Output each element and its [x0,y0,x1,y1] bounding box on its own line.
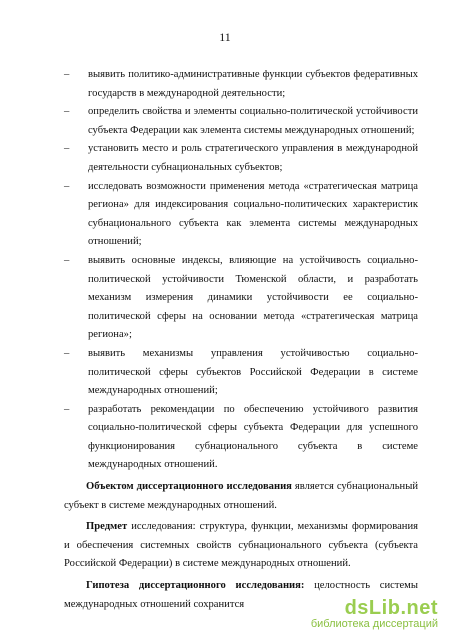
hypothesis-text: целостность системы международных отношений сохранится [64,580,418,610]
subject-text: исследования: структура, функции, механизмы формирования и обеспечения системных свойств субнационального субъекта (субъекта Российской Федерации) в системе международных отношений. [64,521,418,570]
list-dash: – [64,254,70,266]
list-dash: – [64,143,70,155]
list-item-text: выявить политико-административные функции субъектов федеративных государств в международной деятельности; [88,69,418,99]
list-item [64,401,418,475]
list-item [64,140,418,177]
list-item [64,66,418,103]
list-item [64,178,418,252]
page-number: 11 [219,30,231,44]
list-item [64,345,418,401]
list-item-text: выявить механизмы управления устойчивостью социально-политической сферы субъектов Российской Федерации в системе международных отношений; [88,347,418,397]
watermark-logo-main: dsLib [344,597,401,619]
watermark-caption: библиотека диссертаций [310,618,438,630]
hypothesis-label: Гипотеза диссертационного исследования: [86,580,305,592]
list-item [64,252,418,345]
list-item-text: установить место и роль стратегического управления в международной деятельности субнациональных субъектов; [88,143,418,173]
object-text: является субнациональный субъект в системе международных отношений. [64,481,418,511]
watermark-logo-suffix: .net [400,597,438,619]
list-dash: – [64,106,70,118]
list-dash: – [64,69,70,80]
document-body [64,66,418,614]
object-paragraph [64,478,418,515]
list-item-text: разработать рекомендации по обеспечению устойчивого развития социально-политической сферы субъекта Федерации для успешного функционирования субнационального субъекта в системе международных отношений. [88,403,418,471]
watermark-logo [311,597,438,620]
list-item-text: исследовать возможности применения метода «стратегическая матрица региона» для индексирования социально-политических характеристик субнационального субъекта как элемента системы международных отношений; [88,180,418,248]
list-item [64,103,418,140]
object-label: Объектом диссертационного исследования [86,481,292,493]
subject-paragraph [64,518,418,574]
watermark [311,597,438,630]
list-dash: – [64,347,70,359]
list-dash: – [64,403,70,415]
list-dash: – [64,180,70,192]
subject-label: Предмет [86,521,128,533]
list-item-text: выявить основные индексы, влияющие на устойчивость социально-политической устойчивости Тюменской области, и разработать механизм измерения динамики устойчивости ее социально-политической сферы на основании метода «стратегическая матрица региона»; [88,254,418,341]
list-item-text: определить свойства и элементы социально-политической устойчивости субъекта Федерации как элемента системы международных отношений; [88,106,418,136]
